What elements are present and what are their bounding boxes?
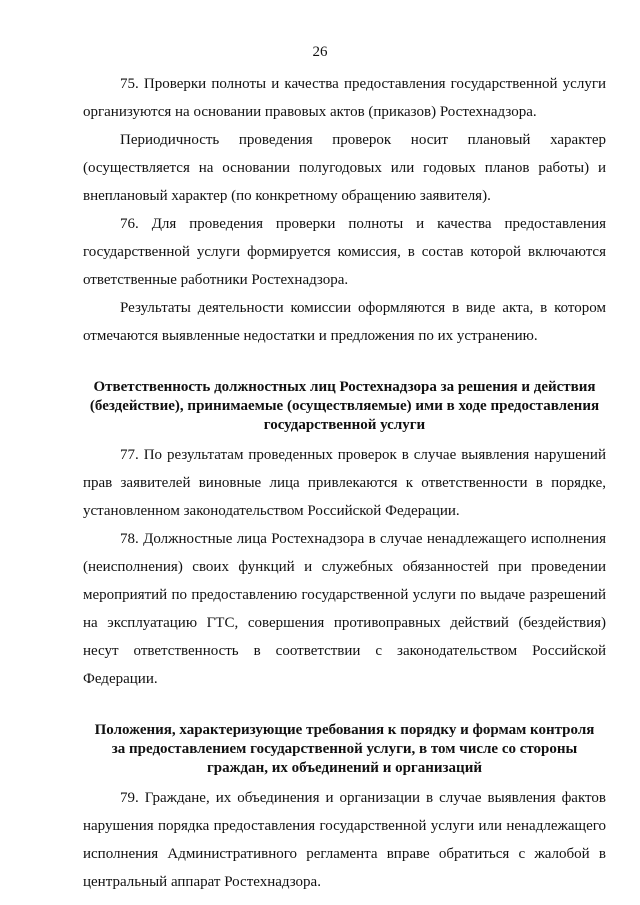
heading-line: (бездействие), принимаемые (осуществляемые) ими в ходе предоставления — [89, 398, 600, 414]
paragraph-76: 76. Для проведения проверки полноты и качества предоставления государственной услуги формируется комиссия, в состав которой включаются ответственные работники Ростехнадзора. — [83, 216, 606, 288]
heading-line: за предоставлением государственной услуги, в том числе со стороны — [111, 741, 578, 757]
heading-line: граждан, их объединений и организаций — [207, 760, 482, 776]
heading-line: Положения, характеризующие требования к порядку и формам контроля — [94, 722, 595, 738]
page-number: 26 — [312, 44, 328, 60]
section-heading-responsibility — [83, 378, 606, 435]
paragraph-77: 77. По результатам проведенных проверок в случае выявления нарушений прав заявителей виновные лица привлекаются к ответственности в порядке, установленном законодательством Российской Федерации. — [83, 447, 606, 519]
document-body — [83, 70, 606, 896]
section-heading-control — [83, 721, 606, 778]
paragraph-78: 78. Должностные лица Ростехнадзора в случае ненадлежащего исполнения (неисполнения) своих функций и служебных обязанностей при проведении мероприятий по предоставлению государственной услуги по выдаче разрешений на эксплуатацию ГТС, совершения противоправных действий (бездействия) несут ответственность в соответствии с законодательством Российской Федерации. — [83, 531, 606, 687]
paragraph-75-periodicity: Периодичность проведения проверок носит плановый характер (осуществляется на основании полугодовых или годовых планов работы) и внеплановый характер (по конкретному обращению заявителя). — [83, 132, 606, 204]
paragraph-79: 79. Граждане, их объединения и организации в случае выявления фактов нарушения порядка предоставления государственной услуги или ненадлежащего исполнения Административного регламента вправе обратиться с жалобой в центральный аппарат Ростехнадзора. — [83, 790, 606, 890]
paragraph-76-results: Результаты деятельности комиссии оформляются в виде акта, в котором отмечаются выявленные недостатки и предложения по их устранению. — [83, 300, 606, 344]
heading-line: Ответственность должностных лиц Ростехнадзора за решения и действия — [93, 379, 596, 395]
paragraph-75: 75. Проверки полноты и качества предоставления государственной услуги организуются на основании правовых актов (приказов) Ростехнадзора. — [83, 76, 606, 120]
heading-line: государственной услуги — [263, 417, 426, 433]
